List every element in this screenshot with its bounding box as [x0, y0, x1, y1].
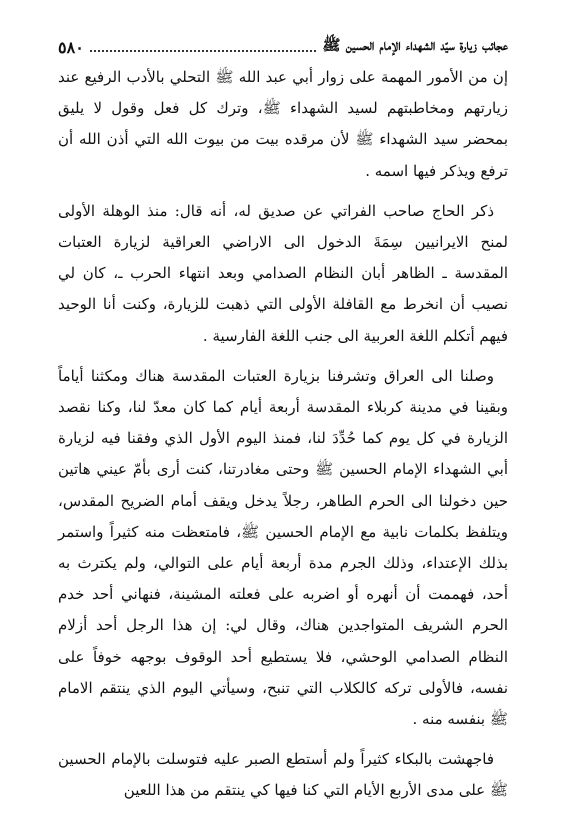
header-dotted-leader: [90, 50, 317, 52]
page-body: [58, 62, 508, 816]
page-number: ٥٨٠: [58, 37, 84, 57]
running-header: [58, 34, 508, 60]
chapter-title: عجائب زيارة سيّد الشهداء الإمام الحسين ﷺ: [322, 36, 508, 54]
paragraph-1: إن من الأمور المهمة على زوار أبي عبد الله ﷺ التحلي بالأدب الرفيع عند زيارتهم ومخاطبتهم لسيد الشهداء ﷺ، وترك كل فعل وقول لا يليق بمحضر سيد الشهداء ﷺ لأن مرقده بيت من بيوت الله التي أذن الله أن ترفع ويذكر فيها اسمه .: [58, 68, 508, 180]
paragraph-3: وصلنا الى العراق وتشرفنا بزيارة العتبات المقدسة هناك ومكثنا أياماً وبقينا في مدينة كربلاء المقدسة أربعة أيام كما كان معدّ لنا، وكنا نقصد الزيارة في كل يوم كما حُدِّدَ لنا، فمنذ اليوم الأول الذي وفقنا فيه لزيارة أبي الشهداء الإمام الحسين ﷺ وحتى مغادرتنا، كنت أرى بأمّ عيني هاتين حين دخولنا الى الحرم الطاهر، رجلاً يدخل ويقف أمام الضريح المقدس، ويتلفظ بكلمات نابية مع الإمام الحسين ﷺ، فامتعظت منه كثيراً واستمر بذلك الإعتداء، وذلك الجرم مدة أربعة أيام على التوالي، ولم يكترث به أحد، فهممت أن أنهره أو اضربه على فعلته المشينة، فنهاني أحد خدم الحرم الشريف المتواجدين هناك، وقال لي: إن هذا الرجل أحد أزلام النظام الصدامي الوحشي، فلا يستطيع أحد الوقوف بوجهه خوفاً على نفسه، فالأولى تركه كالكلاب التي تنبح، وسيأتي اليوم الذي ينتقم الامام ﷺ بنفسه منه .: [58, 366, 508, 729]
paragraph-4: فاجهشت بالبكاء كثيراً ولم أستطع الصبر عليه فتوسلت بالإمام الحسين ﷺ على مدى الأربع الأيام التي كنا فيها كي ينتقم من هذا اللعين: [58, 750, 508, 800]
paragraph-2: ذكر الحاج صاحب الفراتي عن صديق له، أنه قال: منذ الوهلة الأولى لمنح الايرانيين سِمَةَ الدخول الى الاراضي العراقية لزيارة العتبات المقدسة ـ الظاهر أبان النظام الصدامي وبعد انتهاء الحرب ـ، كان لي نصيب أن انخرط مع القافلة الأولى التي ذهبت للزيارة، وكنت أنا الوحيد فيهم أتكلم اللغة العربية الى جنب اللغة الفارسية .: [58, 201, 508, 345]
